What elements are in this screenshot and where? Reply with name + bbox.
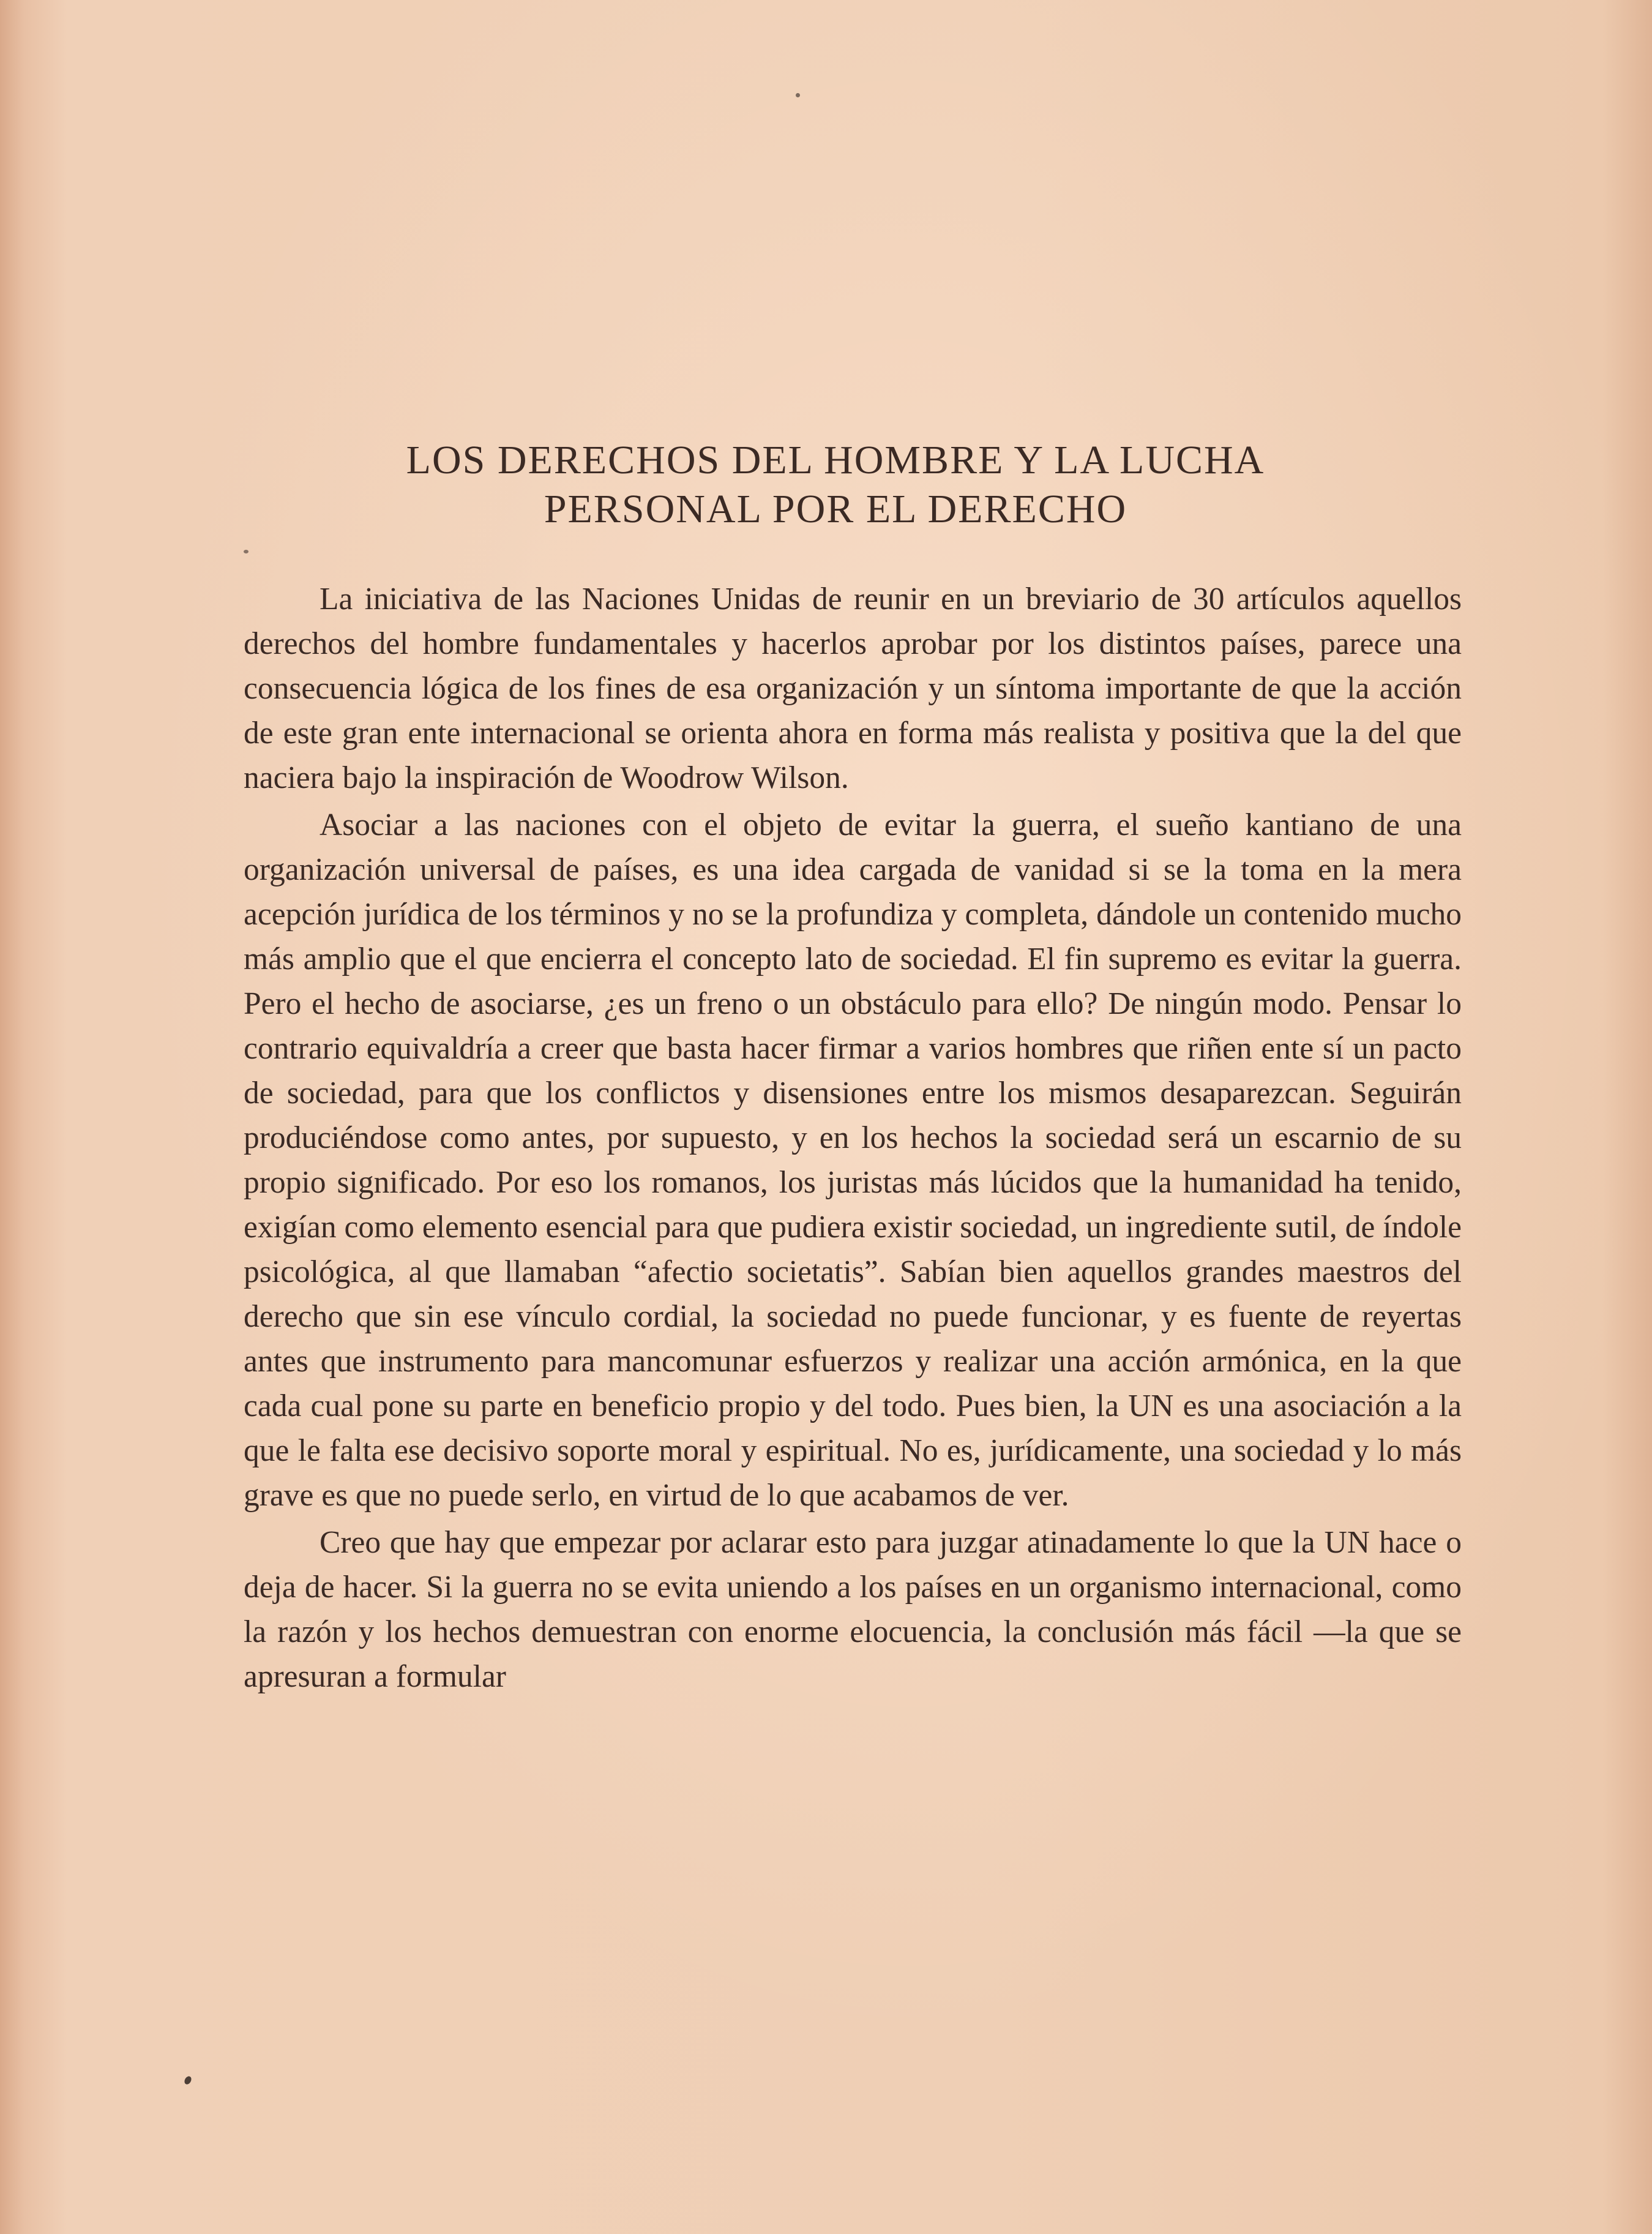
paragraph-1: La iniciativa de las Naciones Unidas de reunir en un breviario de 30 artículos aquellos derechos del hombre fundamentales y hacerlos aprobar por los distintos países, parece una consecuencia lógica de los fines de esa organización y un síntoma importante de que la acción de este gran ente internacional se orienta ahora en forma más realista y positiva que la del que naciera bajo la inspiración de Woodrow Wilson. (244, 582, 1462, 795)
ink-speck-left-margin (244, 550, 249, 553)
ink-speck-bottom-left (183, 2075, 193, 2085)
chapter-title-line-2: PERSONAL POR EL DERECHO (544, 487, 1127, 531)
paragraph-3: Creo que hay que empezar por aclarar esto para juzgar atinadamente lo que la UN hace o deja de hacer. Si la guerra no se evita uniendo a los países en un organismo internacional, como la razón y los hechos demuestran con enorme elocuencia, la conclusión más fácil —la que se apresuran a formular (244, 1525, 1462, 1694)
ink-speck-top (796, 93, 800, 97)
chapter-title-line-1: LOS DERECHOS DEL HOMBRE Y LA LUCHA (406, 438, 1265, 482)
body-text (244, 577, 1462, 1699)
chapter-title (245, 436, 1426, 534)
paragraph-2: Asociar a las naciones con el objeto de evitar la guerra, el sueño kantiano de una organización universal de países, es una idea cargada de vanidad si se la toma en la mera acepción jurídica de los términos y no se la profundiza y completa, dándole un contenido mucho más amplio que el que encierra el concepto lato de sociedad. El fin supremo es evitar la guerra. Pero el hecho de asociarse, ¿es un freno o un obstáculo para ello? De ningún modo. Pensar lo contrario equivaldría a creer que basta hacer firmar a varios hombres que riñen ente sí un pacto de sociedad, para que los conflictos y disensiones entre los mismos desaparezcan. Seguirán produciéndose como antes, por supuesto, y en los hechos la sociedad será un escarnio de su propio significado. Por eso los romanos, los juristas más lúcidos que la humanidad ha tenido, exigían como elemento esencial para que pudiera existir sociedad, un ingrediente sutil, de índole psicológica, al que llamaban “afectio societatis”. Sabían bien aquellos grandes maestros del derecho que sin ese vínculo cordial, la sociedad no puede funcionar, y es fuente de reyertas antes que instrumento para mancomunar esfuerzos y realizar una acción armónica, en la que cada cual pone su parte en beneficio propio y del todo. Pues bien, la UN es una asociación a la que le falta ese decisivo soporte moral y espiritual. No es, jurídicamente, una sociedad y lo más grave es que no puede serlo, en virtud de lo que acabamos de ver. (244, 808, 1462, 1513)
